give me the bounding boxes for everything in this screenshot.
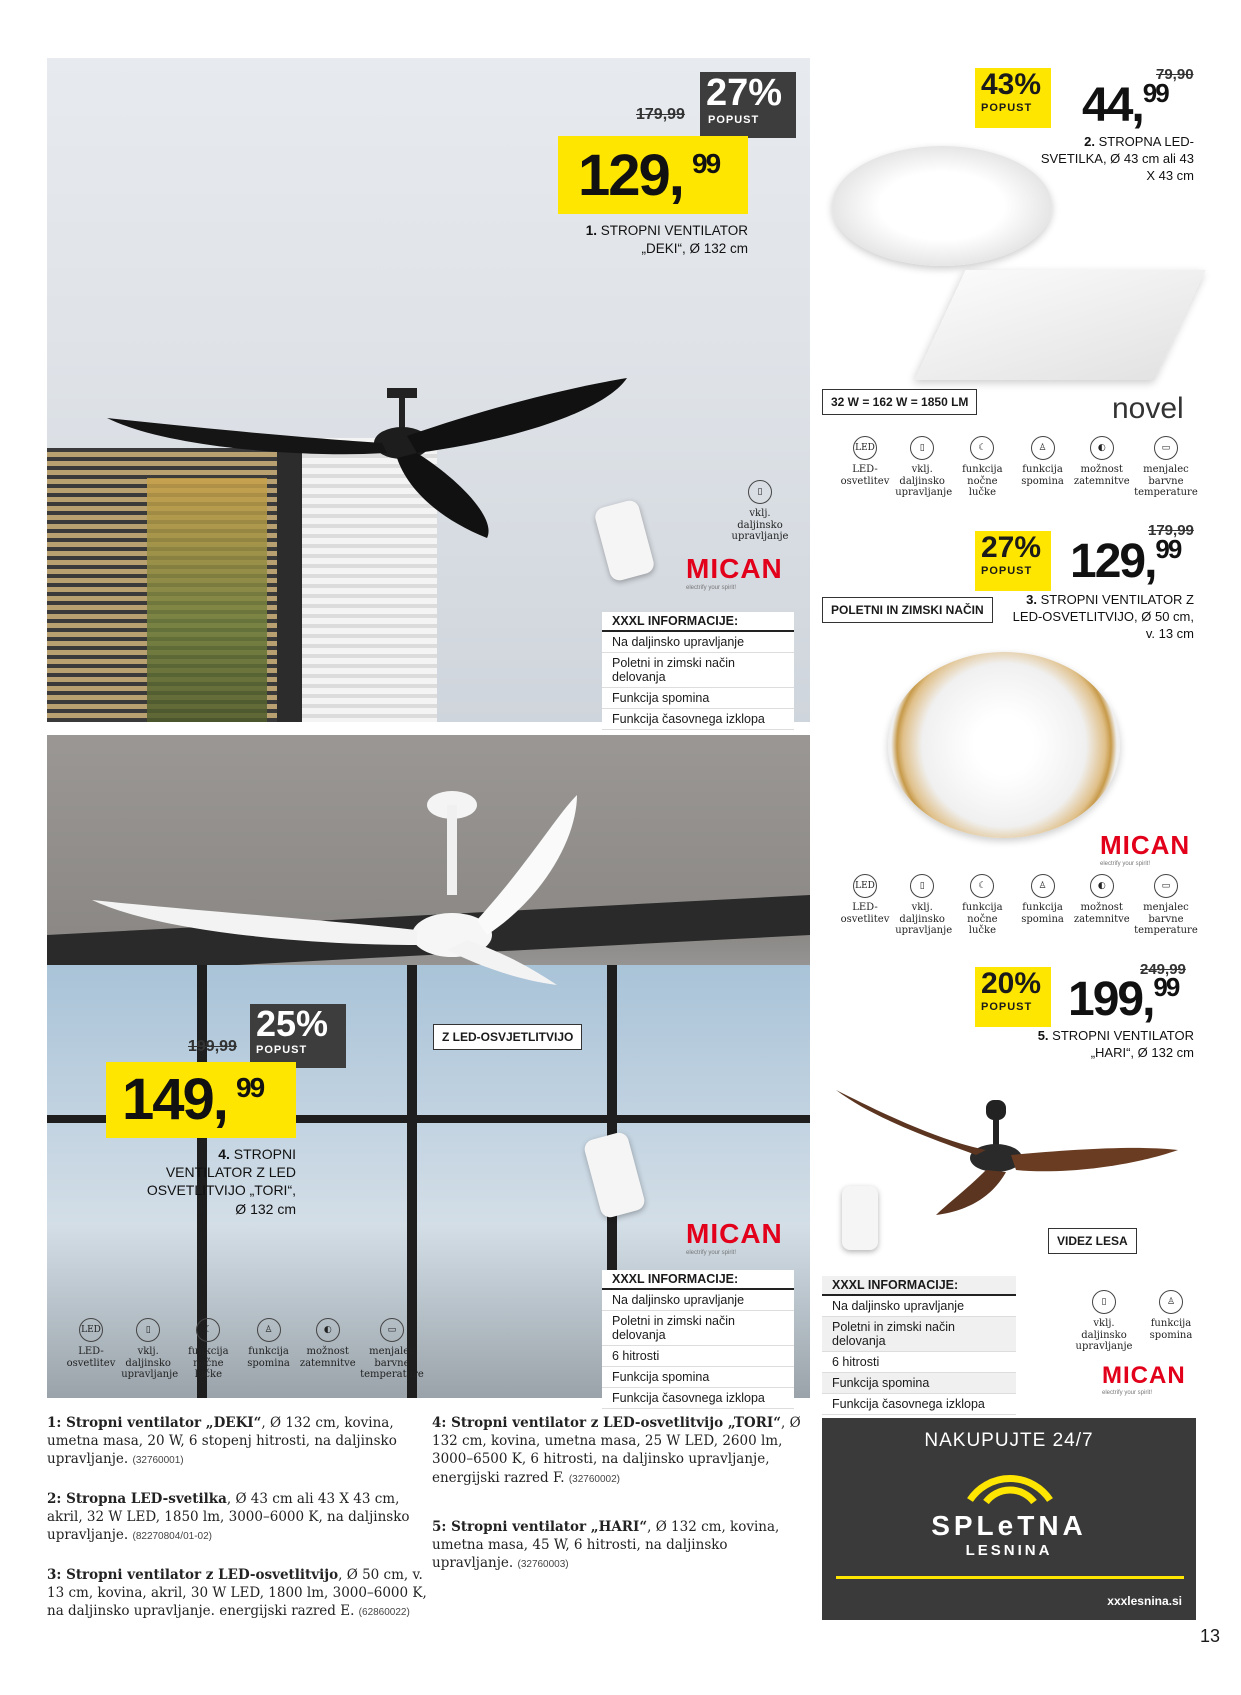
p2-price: 44,99 bbox=[1082, 78, 1168, 132]
p3-price: 129,99 bbox=[1070, 534, 1181, 588]
lamp-icon: ♙ bbox=[257, 1318, 281, 1342]
p4-info-box: XXXL INFORMACIJE: Na daljinsko upravljanje Poletni in zimski način delovanja 6 hitrosti Funkcija spomina Funkcija časovnega izklopa bbox=[602, 1270, 794, 1409]
led-icon: LED bbox=[853, 874, 877, 898]
mican-logo: MICAN electrify your spirit! bbox=[686, 1218, 783, 1256]
remote-feature: ▯ vklj. daljinsko upravljanje bbox=[1074, 1290, 1134, 1353]
p3-old-price: 179,99 bbox=[1148, 522, 1194, 539]
dimmer-icon: ◐ bbox=[316, 1318, 340, 1342]
deki-fan-image bbox=[107, 308, 647, 548]
lamp-icon: ♙ bbox=[1031, 436, 1055, 460]
color-temp-feature: ▭ menjalec barvne temperature bbox=[360, 1318, 424, 1381]
moon-icon: ☾ bbox=[196, 1318, 220, 1342]
led-icon: LED bbox=[79, 1318, 103, 1342]
p3-feature-icons bbox=[838, 874, 1198, 937]
p5-old-price: 249,99 bbox=[1140, 961, 1186, 978]
night-light-feature: ☾ funkcija nočne lučke bbox=[178, 1318, 238, 1381]
p1-info-box: XXXL INFORMACIJE: Na daljinsko upravljanje Poletni in zimski način delovanja Funkcija spomina Funkcija časovnega izklopa bbox=[602, 612, 794, 730]
lesnina-logo-text: LESNINA bbox=[965, 1542, 1053, 1559]
dimmer-icon: ◐ bbox=[1090, 436, 1114, 460]
p3-discount-badge: 27% POPUST bbox=[975, 531, 1051, 591]
p4-feature-icons bbox=[64, 1318, 424, 1381]
wifi-icon bbox=[962, 1460, 1058, 1506]
description-5: 5: Stropni ventilator „HARI“, Ø 132 cm, kovina, umetna masa, 45 W, 6 hitrosti, na daljinsko upravljanje. (32760003) bbox=[432, 1519, 780, 1572]
remote-feature: ▯ vklj. daljinsko upravljanje bbox=[895, 874, 949, 937]
moon-icon: ☾ bbox=[970, 874, 994, 898]
lamp-icon: ♙ bbox=[1031, 874, 1055, 898]
p2-feature-icons bbox=[838, 436, 1198, 499]
mican-logo: MICAN electrify your spirit! bbox=[1102, 1362, 1186, 1396]
moon-icon: ☾ bbox=[970, 436, 994, 460]
mican-logo: MICAN electrify your spirit! bbox=[686, 553, 783, 591]
dimming-feature: ◐ možnost zatemnitve bbox=[1073, 436, 1131, 499]
description-4: 4: Stropni ventilator z LED-osvetlitvijo „TORI“, Ø 132 cm, kovina, umetna masa, 25 W LED, 2600 lm, 3000–6500 K, 6 hitrosti, na daljinsko upravljanje, energijski razred F. (32760002) bbox=[432, 1415, 801, 1486]
p1-product-name: 1. STROPNI VENTILATOR „DEKI“, Ø 132 cm bbox=[585, 223, 748, 256]
p5-discount-badge: 20% POPUST bbox=[975, 967, 1051, 1027]
memory-feature: ♙ funkcija spomina bbox=[1144, 1290, 1198, 1353]
color-temp-feature: ▭ menjalec barvne temperature bbox=[1134, 436, 1198, 499]
p4-price-box: 149, 99 bbox=[106, 1062, 296, 1138]
lamp-icon: ♙ bbox=[1159, 1290, 1183, 1314]
p3-product-name: 3. STROPNI VENTILATOR Z LED-OSVETLITVIJO, Ø 50 cm, v. 13 cm bbox=[1012, 592, 1194, 641]
p4-led-tag: Z LED-OSVJETLITVIJO bbox=[433, 1024, 582, 1050]
dimming-feature: ◐ možnost zatemnitve bbox=[299, 1318, 357, 1381]
description-1: 1: Stropni ventilator „DEKI“, Ø 132 cm, kovina, umetna masa, 20 W, 6 stopenj hitrosti, na daljinsko upravljanje. (32760001) bbox=[47, 1415, 397, 1468]
square-lamp-image bbox=[914, 270, 1205, 380]
description-2: 2: Stropna LED-svetilka, Ø 43 cm ali 43 X 43 cm, akril, 32 W LED, 1850 lm, 3000–6000 K, na daljinsko upravljanje. (82270804/01-02) bbox=[47, 1491, 410, 1544]
led-feature: LED LED-osvetlitev bbox=[838, 436, 892, 499]
p3-mode-tag: POLETNI IN ZIMSKI NAČIN bbox=[822, 597, 993, 623]
round-lamp-image bbox=[832, 146, 1052, 266]
p5-wood-tag: VIDEZ LESA bbox=[1048, 1228, 1137, 1254]
p2-discount-badge: 43% POPUST bbox=[975, 68, 1051, 128]
p1-price-box: 129, 99 bbox=[558, 136, 748, 214]
banner-title: NAKUPUJTE 24/7 bbox=[924, 1430, 1094, 1451]
hari-fan-image bbox=[836, 1080, 1178, 1220]
remote-icon: ▯ bbox=[136, 1318, 160, 1342]
dimming-feature: ◐ možnost zatemnitve bbox=[1073, 874, 1131, 937]
remote-feature: ▯ vklj. daljinsko upravljanje bbox=[121, 1318, 175, 1381]
night-light-feature: ☾ funkcija nočne lučke bbox=[952, 436, 1012, 499]
memory-feature: ♙ funkcija spomina bbox=[1016, 436, 1070, 499]
night-light-feature: ☾ funkcija nočne lučke bbox=[952, 874, 1012, 937]
p1-remote-icon-label: ▯ vklj. daljinsko upravljanje bbox=[730, 480, 790, 543]
remote-image bbox=[842, 1186, 878, 1250]
p2-old-price: 79,90 bbox=[1156, 66, 1194, 83]
banner-divider bbox=[836, 1576, 1184, 1579]
p2-power-tag: 32 W = 162 W = 1850 LM bbox=[822, 389, 977, 415]
p5-info-box: XXXL INFORMACIJE: Na daljinsko upravljanje Poletni in zimski način delovanja 6 hitrosti Funkcija spomina Funkcija časovnega izklopa bbox=[822, 1276, 1016, 1415]
color-temperature-icon: ▭ bbox=[380, 1318, 404, 1342]
memory-feature: ♙ funkcija spomina bbox=[1016, 874, 1070, 937]
description-3: 3: Stropni ventilator z LED-osvetlitvijo, Ø 50 cm, v. 13 cm, kovina, akril, 30 W LED, 1800 lm, 3000–6000 K, na daljinsko upravljanje. energijski razred E. (62860022) bbox=[47, 1567, 427, 1620]
memory-feature: ♙ funkcija spomina bbox=[242, 1318, 296, 1381]
p4-product-name: 4. STROPNI VENTILATOR Z LED OSVETLITVIJO „TORI“, Ø 132 cm bbox=[146, 1146, 296, 1217]
color-temp-feature: ▭ menjalec barvne temperature bbox=[1134, 874, 1198, 937]
remote-icon: ▯ bbox=[910, 874, 934, 898]
led-icon: LED bbox=[853, 436, 877, 460]
p2-product-name: 2. STROPNA LED-SVETILKA, Ø 43 cm ali 43 X 43 cm bbox=[1040, 134, 1194, 183]
p5-price: 199,99 bbox=[1068, 972, 1179, 1026]
tori-fan-image bbox=[87, 735, 647, 995]
p5-product-name: 5. STROPNI VENTILATOR „HARI“, Ø 132 cm bbox=[1037, 1028, 1194, 1060]
p4-old-price: 199,99 bbox=[188, 1038, 237, 1055]
novel-logo: novel bbox=[1112, 392, 1184, 425]
mican-logo: MICAN electrify your spirit! bbox=[1100, 830, 1191, 867]
p5-feature-icons bbox=[1074, 1290, 1198, 1353]
p1-old-price: 179,99 bbox=[636, 106, 685, 123]
p1-discount-badge: 27% POPUST bbox=[700, 72, 796, 138]
color-temperature-icon: ▭ bbox=[1154, 436, 1178, 460]
remote-feature: ▯ vklj. daljinsko upravljanje bbox=[895, 436, 949, 499]
spletna-logo-text: SPLeTNA bbox=[931, 1510, 1087, 1541]
remote-icon: ▯ bbox=[1092, 1290, 1116, 1314]
online-shop-banner[interactable] bbox=[822, 1418, 1196, 1620]
remote-icon: ▯ bbox=[748, 480, 772, 504]
remote-icon: ▯ bbox=[910, 436, 934, 460]
page-number: 13 bbox=[1200, 1626, 1221, 1646]
color-temperature-icon: ▭ bbox=[1154, 874, 1178, 898]
dimmer-icon: ◐ bbox=[1090, 874, 1114, 898]
p3-fan-image bbox=[888, 652, 1120, 838]
shop-url-link[interactable]: xxxlesnina.si bbox=[1107, 1594, 1182, 1608]
p4-discount-badge: 25% POPUST bbox=[250, 1004, 346, 1068]
led-feature: LED LED-osvetlitev bbox=[838, 874, 892, 937]
led-feature: LED LED-osvetlitev bbox=[64, 1318, 118, 1381]
